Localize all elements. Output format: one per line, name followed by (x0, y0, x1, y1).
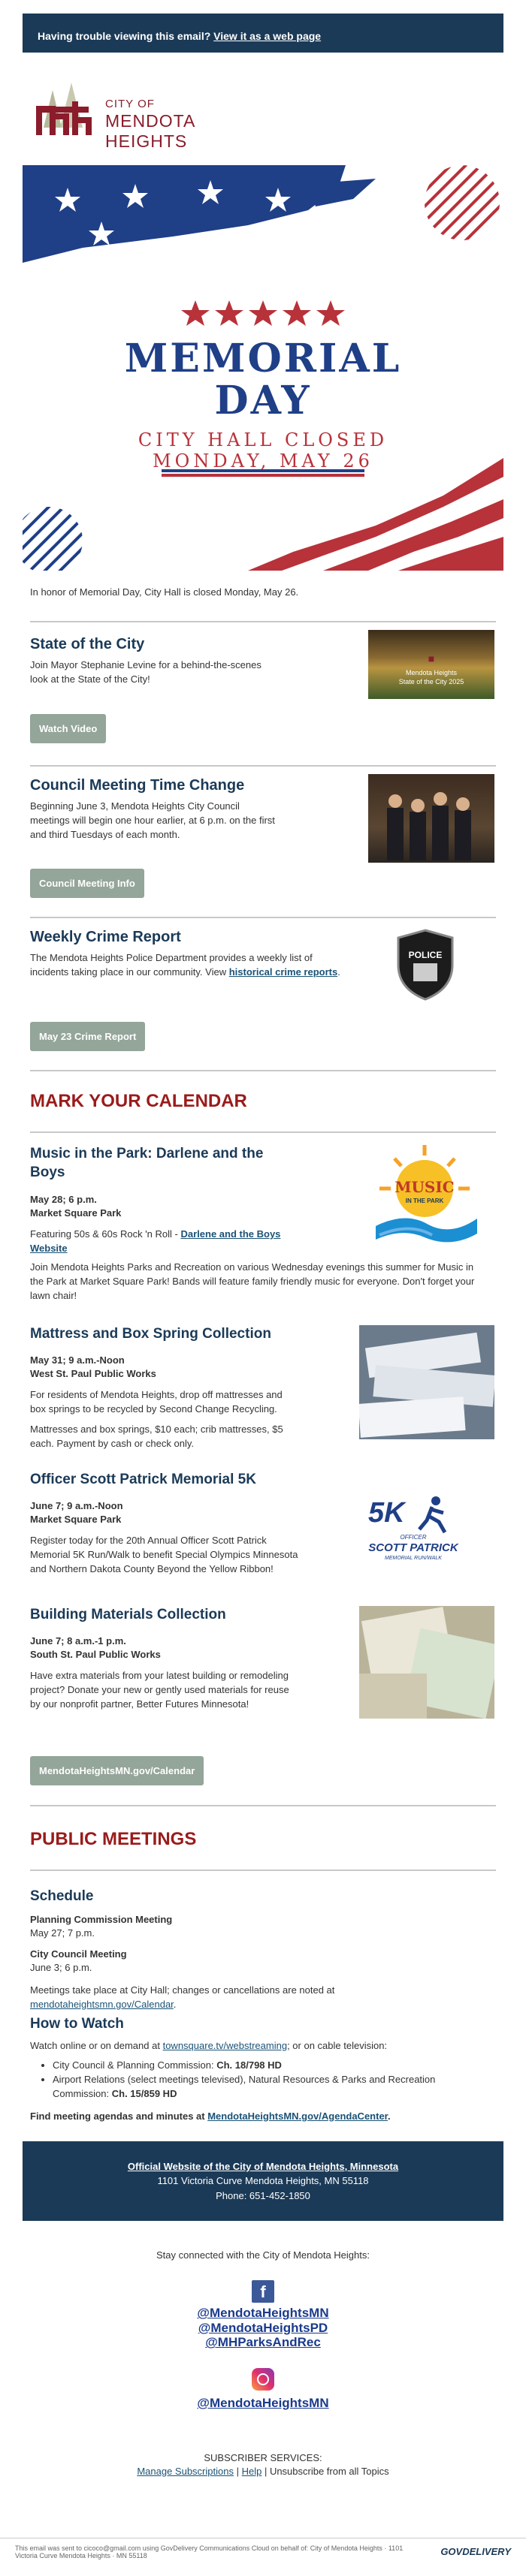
sent-to-line1: This email was sent to cicoco@gmail.com using GovDelivery Communications Cloud on behalf of: City of Mendota Heights · 1101 (15, 2544, 404, 2552)
separator: | (261, 2465, 270, 2477)
public-meetings-heading-row (23, 1806, 503, 1869)
scott-patrick-logo (361, 1492, 466, 1567)
web-view-text: Having trouble viewing this email? (38, 30, 211, 42)
memorial-day-banner (23, 165, 503, 571)
channel-number: Ch. 15/859 HD (111, 2087, 177, 2099)
how-text: Watch online or on demand at (30, 2039, 160, 2051)
agenda-label: Find meeting agendas and minutes at (30, 2110, 205, 2122)
meeting-name: Planning Commission Meeting (30, 1913, 173, 1925)
govdelivery-logo[interactable]: GOVDELIVERY (440, 2546, 511, 2557)
cable-channel-list (53, 2059, 473, 2101)
facebook-handle-link[interactable]: @MendotaHeightsMN (197, 2306, 329, 2321)
hero-title-memorial: MEMORIAL (124, 336, 402, 381)
separator: | (233, 2465, 242, 2477)
event-when: June 7; 8 a.m.-1 p.m. (30, 1634, 126, 1647)
event-desc-1: Have extra materials from your latest building or remodeling project? Donate your new or gently used materials for reuse by our nonprofit partner, Better Futures Minnesota! (30, 1669, 289, 1710)
agenda-center-link[interactable]: MendotaHeightsMN.gov/AgendaCenter (207, 2110, 388, 2122)
event-desc-2: Join Mendota Heights Parks and Recreation on various Wednesday evenings this summer for Music in the Park at Market Square Park! Bands will feature family friendly music for everyone. Don't forget your lawn chair! (30, 1261, 475, 1301)
event-desc-text: Featuring 50s & 60s Rock 'n Roll - (30, 1228, 178, 1240)
state-title: State of the City (30, 635, 145, 652)
social-section (23, 2221, 503, 2410)
sun-icon (368, 1143, 481, 1249)
footer-info-box (23, 2141, 503, 2222)
header-logo-row (23, 53, 503, 165)
mattress-photo (359, 1325, 494, 1439)
event-building-materials (23, 1606, 503, 1756)
event-when: June 7; 9 a.m.-Noon (30, 1499, 123, 1511)
event-when: May 31; 9 a.m.-Noon (30, 1354, 125, 1366)
mattress-pile-image-icon (359, 1325, 494, 1439)
channel-item (53, 2073, 473, 2101)
calendar-heading: MARK YOUR CALENDAR (30, 1090, 247, 1111)
instagram-handles (23, 2396, 503, 2411)
state-thumb-line2: State of the City 2025 (398, 677, 464, 685)
state-thumb-line1: Mendota Heights (405, 668, 458, 676)
event-where: Market Square Park (30, 1513, 122, 1525)
sent-to-line2: Victoria Curve Mendota Heights · MN 55118 (15, 2552, 147, 2559)
calendar-heading-row (23, 1071, 503, 1131)
subscriber-services (23, 2451, 503, 2478)
event-music-in-park (23, 1133, 503, 1325)
crime-report-section (23, 918, 503, 1070)
event-title: Music in the Park: Darlene and the Boys (30, 1145, 264, 1180)
state-body: Join Mayor Stephanie Levine for a behind-the-scenes look at the State of the City! (30, 658, 261, 685)
townsquare-link[interactable]: townsquare.tv/webstreaming (162, 2039, 288, 2051)
event-title: Officer Scott Patrick Memorial 5K (30, 1471, 256, 1487)
event-where: Market Square Park (30, 1207, 122, 1219)
meeting-when: June 3; 6 p.m. (30, 1961, 92, 1973)
council-meeting-info-button[interactable]: Council Meeting Info (30, 869, 144, 898)
manage-subscriptions-link[interactable]: Manage Subscriptions (137, 2465, 234, 2477)
hero-title-day: DAY (214, 378, 312, 423)
agenda-text: Find meeting agendas and minutes at MendotaHeightsMN.gov/AgendaCenter. (30, 2110, 391, 2122)
channel-text: City Council & Planning Commission: (53, 2059, 214, 2071)
official-website-link[interactable]: Official Website of the City of Mendota Heights, Minnesota (127, 2160, 399, 2172)
facebook-handles (23, 2306, 503, 2350)
event-where: West St. Paul Public Works (30, 1367, 156, 1379)
council-title: Council Meeting Time Change (30, 776, 245, 794)
logo-city-name: MENDOTA HEIGHTS (105, 111, 195, 151)
crime-report-button[interactable]: May 23 Crime Report (30, 1022, 145, 1051)
council-members-image-icon (368, 774, 494, 863)
web-view-link[interactable]: View it as a web page (213, 30, 322, 42)
music-in-park-logo (368, 1143, 481, 1249)
crime-body: The Mendota Heights Police Department provides a weekly list of incidents taking place in our community. View historical crime reports. (30, 951, 340, 978)
police-badge (392, 927, 458, 1002)
facebook-handle-link[interactable]: @MendotaHeightsPD (198, 2320, 328, 2335)
svg-text:5K: 5K (368, 1496, 405, 1529)
event-when: May 28; 6 p.m. (30, 1193, 97, 1205)
help-link[interactable]: Help (241, 2465, 262, 2477)
how-text-2: ; or on cable television: (287, 2039, 388, 2051)
event-mattress-collection (23, 1325, 503, 1471)
unsubscribe-link[interactable]: Unsubscribe from all Topics (269, 2465, 389, 2477)
state-video-thumbnail[interactable]: ■ Mendota Heights State of the City 2025 (368, 630, 494, 699)
event-desc-1: For residents of Mendota Heights, drop off mattresses and box springs to be recycled by Second Change Recycling. (30, 1388, 283, 1415)
meeting-note: Meetings take place at City Hall; changes or cancellations are noted at mendotaheightsmn.gov/Calendar. (30, 1984, 335, 2010)
5k-logo-line3: MEMORIAL RUN/WALK (385, 1555, 442, 1561)
channel-number: Ch. 18/798 HD (216, 2059, 282, 2071)
meetings-section (23, 1871, 503, 2141)
crime-body-text: The Mendota Heights Police Department provides a weekly list of incidents taking place in our community. View (30, 951, 313, 978)
logo-city-of: CITY OF (105, 98, 155, 110)
tiles-image-icon (359, 1606, 494, 1719)
instagram-handle-link[interactable]: @MendotaHeightsMN (197, 2395, 329, 2410)
meeting-note-text: Meetings take place at City Hall; changes or cancellations are noted at (30, 1984, 335, 1996)
council-meeting-section (23, 767, 503, 917)
how-to-watch-title: How to Watch (30, 2015, 124, 2032)
facebook-icon[interactable]: f (252, 2280, 274, 2303)
event-scott-patrick-5k (23, 1471, 503, 1606)
email-container (23, 14, 503, 2478)
city-logo[interactable] (30, 75, 240, 150)
hero-subtitle-date: MONDAY, MAY 26 (153, 450, 373, 472)
intro-text: In honor of Memorial Day, City Hall is closed Monday, May 26. (30, 586, 299, 598)
council-body: Beginning June 3, Mendota Heights City Council meetings will begin one hour earlier, at 6 p.m. on the first and third Tuesdays of each month. (30, 800, 275, 840)
footer-address: 1101 Victoria Curve Mendota Heights, MN 55118 (157, 2175, 369, 2187)
meeting-name: City Council Meeting (30, 1948, 127, 1960)
darlene-website-link[interactable]: Darlene and the Boys Website (30, 1228, 281, 1254)
subscriber-title: SUBSCRIBER SERVICES: (204, 2451, 322, 2463)
how-to-watch-text (23, 2039, 496, 2053)
event-desc-1: Register today for the 20th Annual Officer Scott Patrick Memorial 5K Run/Walk to benefit Special Olympics Minnesota and Northern Dakota County Beyond the Yellow Ribbon! (30, 1534, 298, 1574)
historical-crime-reports-link[interactable]: historical crime reports (228, 966, 338, 978)
calendar-link-button[interactable]: MendotaHeightsMN.gov/Calendar (30, 1756, 204, 1785)
event-title: Building Materials Collection (30, 1606, 226, 1622)
event-desc-1 (23, 1228, 301, 1256)
footer-phone: Phone: 651-452-1850 (216, 2189, 310, 2201)
public-meetings-heading: PUBLIC MEETINGS (30, 1828, 197, 1849)
hero-subtitle-closed: CITY HALL CLOSED (138, 429, 388, 450)
music-logo-line2: IN THE PARK (405, 1197, 444, 1204)
crime-title: Weekly Crime Report (30, 928, 181, 945)
calendar-link[interactable]: mendotaheightsmn.gov/Calendar (30, 1998, 174, 2010)
event-title: Mattress and Box Spring Collection (30, 1325, 271, 1342)
building-materials-photo (359, 1606, 494, 1719)
5k-logo-line1: OFFICER (400, 1533, 427, 1541)
stay-connected-text: Stay connected with the City of Mendota Heights: (156, 2249, 370, 2261)
calendar-button-row (23, 1756, 503, 1785)
channel-text: Airport Relations (select meetings televised), Natural Resources & Parks and Recreation Commission: (53, 2073, 436, 2099)
watch-video-button[interactable]: Watch Video (30, 714, 106, 743)
govdelivery-footer (0, 2538, 526, 2576)
music-logo-line1: MUSIC (394, 1177, 455, 1196)
state-of-city-section (23, 622, 503, 765)
web-view-bar (23, 14, 503, 53)
instagram-icon[interactable] (252, 2368, 274, 2391)
event-where: South St. Paul Public Works (30, 1648, 161, 1660)
meeting-when: May 27; 7 p.m. (30, 1927, 95, 1939)
schedule-title: Schedule (30, 1888, 94, 1904)
channel-item (53, 2059, 473, 2073)
council-photo (368, 774, 494, 863)
police-badge-icon (392, 927, 458, 1002)
5k-logo-line2: SCOTT PATRICK (368, 1541, 458, 1554)
runner-logo-icon (361, 1492, 466, 1537)
event-desc-2: Mattresses and box springs, $10 each; crib mattresses, $5 each. Payment by cash or check only. (30, 1423, 283, 1449)
facebook-handle-link[interactable]: @MHParksAndRec (205, 2335, 321, 2350)
badge-text: POLICE (408, 949, 443, 960)
